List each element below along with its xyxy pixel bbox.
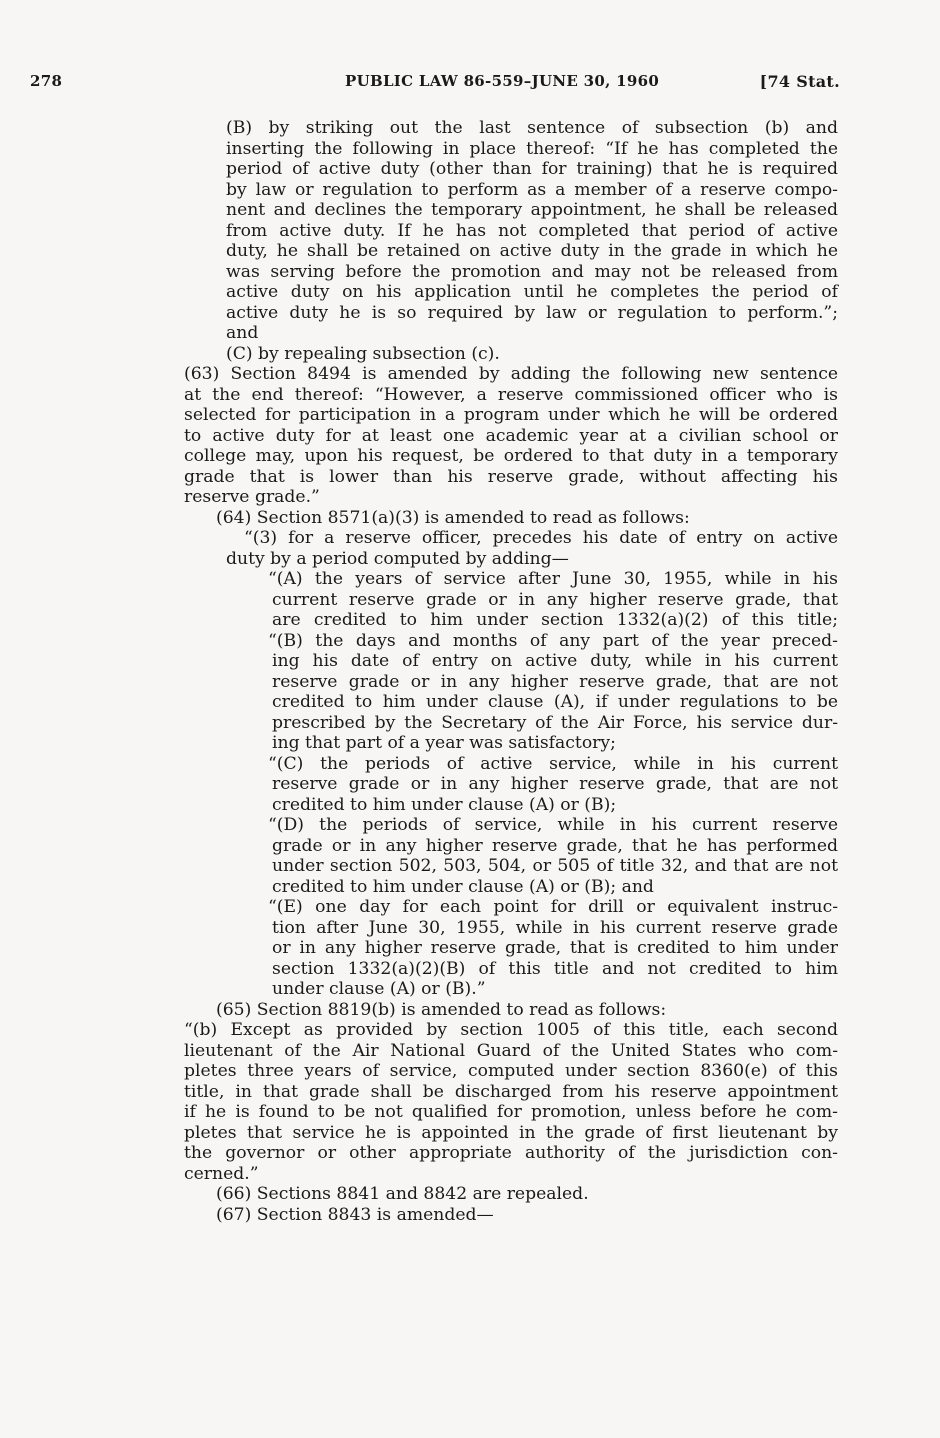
text-line: “(C) the periods of active service, while in his current bbox=[268, 753, 838, 774]
text-line: and bbox=[226, 323, 259, 343]
text-line: “(A) the years of service after June 30, 1955, while in his bbox=[268, 569, 838, 589]
text-line: reserve grade or in any higher reserve grade, that are not bbox=[272, 774, 838, 794]
text-line: grade or in any higher reserve grade, that he has performed bbox=[272, 835, 838, 856]
text-line: pletes three years of service, computed under section 8360(e) of this bbox=[184, 1061, 838, 1081]
text-line: tion after June 30, 1955, while in his current reserve grade bbox=[272, 917, 838, 938]
text-line: duty by a period computed by adding— bbox=[226, 548, 569, 569]
text-line: reserve grade or in any higher reserve grade, that are not bbox=[272, 671, 838, 692]
text-line: under clause (A) or (B).” bbox=[272, 979, 486, 999]
text-line: active duty on his application until he completes the period of bbox=[226, 282, 838, 302]
text-line: if he is found to be not qualified for promotion, unless before he com- bbox=[184, 1102, 838, 1122]
text-line: “(3) for a reserve officer, precedes his date of entry on active bbox=[244, 528, 838, 548]
text-line: pletes that service he is appointed in the grade of first lieutenant by bbox=[184, 1122, 838, 1143]
text-line: (65) Section 8819(b) is amended to read as follows: bbox=[216, 999, 667, 1020]
text-line: the governor or other appropriate authority of the jurisdiction con- bbox=[184, 1143, 838, 1163]
text-line: by law or regulation to perform as a member of a reserve compo- bbox=[226, 179, 838, 200]
text-line: prescribed by the Secretary of the Air Force, his service dur- bbox=[272, 712, 838, 733]
text-line: ing that part of a year was satisfactory; bbox=[272, 733, 616, 753]
text-line: “(B) the days and months of any part of the year preced- bbox=[268, 630, 838, 651]
statute-body-text bbox=[184, 118, 838, 1225]
text-line: inserting the following in place thereof: “If he has completed the bbox=[226, 138, 838, 159]
text-line: (67) Section 8843 is amended— bbox=[216, 1204, 494, 1225]
text-line: “(D) the periods of service, while in his current reserve bbox=[268, 815, 838, 835]
text-line: title, in that grade shall be discharged from his reserve appointment bbox=[184, 1081, 838, 1102]
text-line: credited to him under clause (A) or (B); bbox=[272, 794, 617, 815]
text-line: or in any higher reserve grade, that is credited to him under bbox=[272, 938, 838, 958]
text-line: (66) Sections 8841 and 8842 are repealed. bbox=[216, 1184, 589, 1204]
text-line: period of active duty (other than for training) that he is required bbox=[226, 159, 838, 179]
text-line: section 1332(a)(2)(B) of this title and not credited to him bbox=[272, 958, 838, 979]
page-number: 278 bbox=[30, 72, 63, 90]
text-line: (64) Section 8571(a)(3) is amended to read as follows: bbox=[216, 507, 690, 528]
text-line: current reserve grade or in any higher reserve grade, that bbox=[272, 589, 838, 610]
text-line: was serving before the promotion and may not be released from bbox=[226, 261, 838, 282]
running-title: PUBLIC LAW 86-559–JUNE 30, 1960 bbox=[345, 72, 660, 90]
text-line: credited to him under clause (A), if under regulations to be bbox=[272, 692, 838, 712]
text-line: grade that is lower than his reserve grade, without affecting his bbox=[184, 466, 838, 487]
statute-reference: [74 Stat. bbox=[759, 72, 840, 91]
text-line: (C) by repealing subsection (c). bbox=[226, 343, 500, 364]
text-line: “(b) Except as provided by section 1005 of this title, each second bbox=[184, 1020, 838, 1040]
text-line: cerned.” bbox=[184, 1163, 259, 1184]
text-line: nent and declines the temporary appointment, he shall be released bbox=[226, 200, 838, 220]
text-line: reserve grade.” bbox=[184, 487, 320, 507]
text-line: from active duty. If he has not completed that period of active bbox=[226, 220, 838, 241]
text-line: “(E) one day for each point for drill or equivalent instruc- bbox=[268, 897, 838, 917]
text-line: are credited to him under section 1332(a)(2) of this title; bbox=[272, 610, 838, 630]
text-line: credited to him under clause (A) or (B); and bbox=[272, 876, 654, 897]
text-line: college may, upon his request, be ordered to that duty in a temporary bbox=[184, 446, 838, 466]
text-line: duty, he shall be retained on active duty in the grade in which he bbox=[226, 241, 838, 261]
text-line: (63) Section 8494 is amended by adding the following new sentence bbox=[184, 364, 838, 384]
text-line: ing his date of entry on active duty, while in his current bbox=[272, 651, 838, 671]
text-line: active duty he is so required by law or regulation to perform.”; bbox=[226, 302, 838, 323]
text-line: to active duty for at least one academic year at a civilian school or bbox=[184, 425, 838, 446]
page-header bbox=[30, 72, 840, 96]
text-line: (B) by striking out the last sentence of subsection (b) and bbox=[226, 118, 838, 138]
text-line: lieutenant of the Air National Guard of the United States who com- bbox=[184, 1040, 838, 1061]
text-line: selected for participation in a program under which he will be ordered bbox=[184, 405, 838, 425]
text-line: under section 502, 503, 504, or 505 of title 32, and that are not bbox=[272, 856, 838, 876]
text-line: at the end thereof: “However, a reserve commissioned officer who is bbox=[184, 384, 838, 405]
